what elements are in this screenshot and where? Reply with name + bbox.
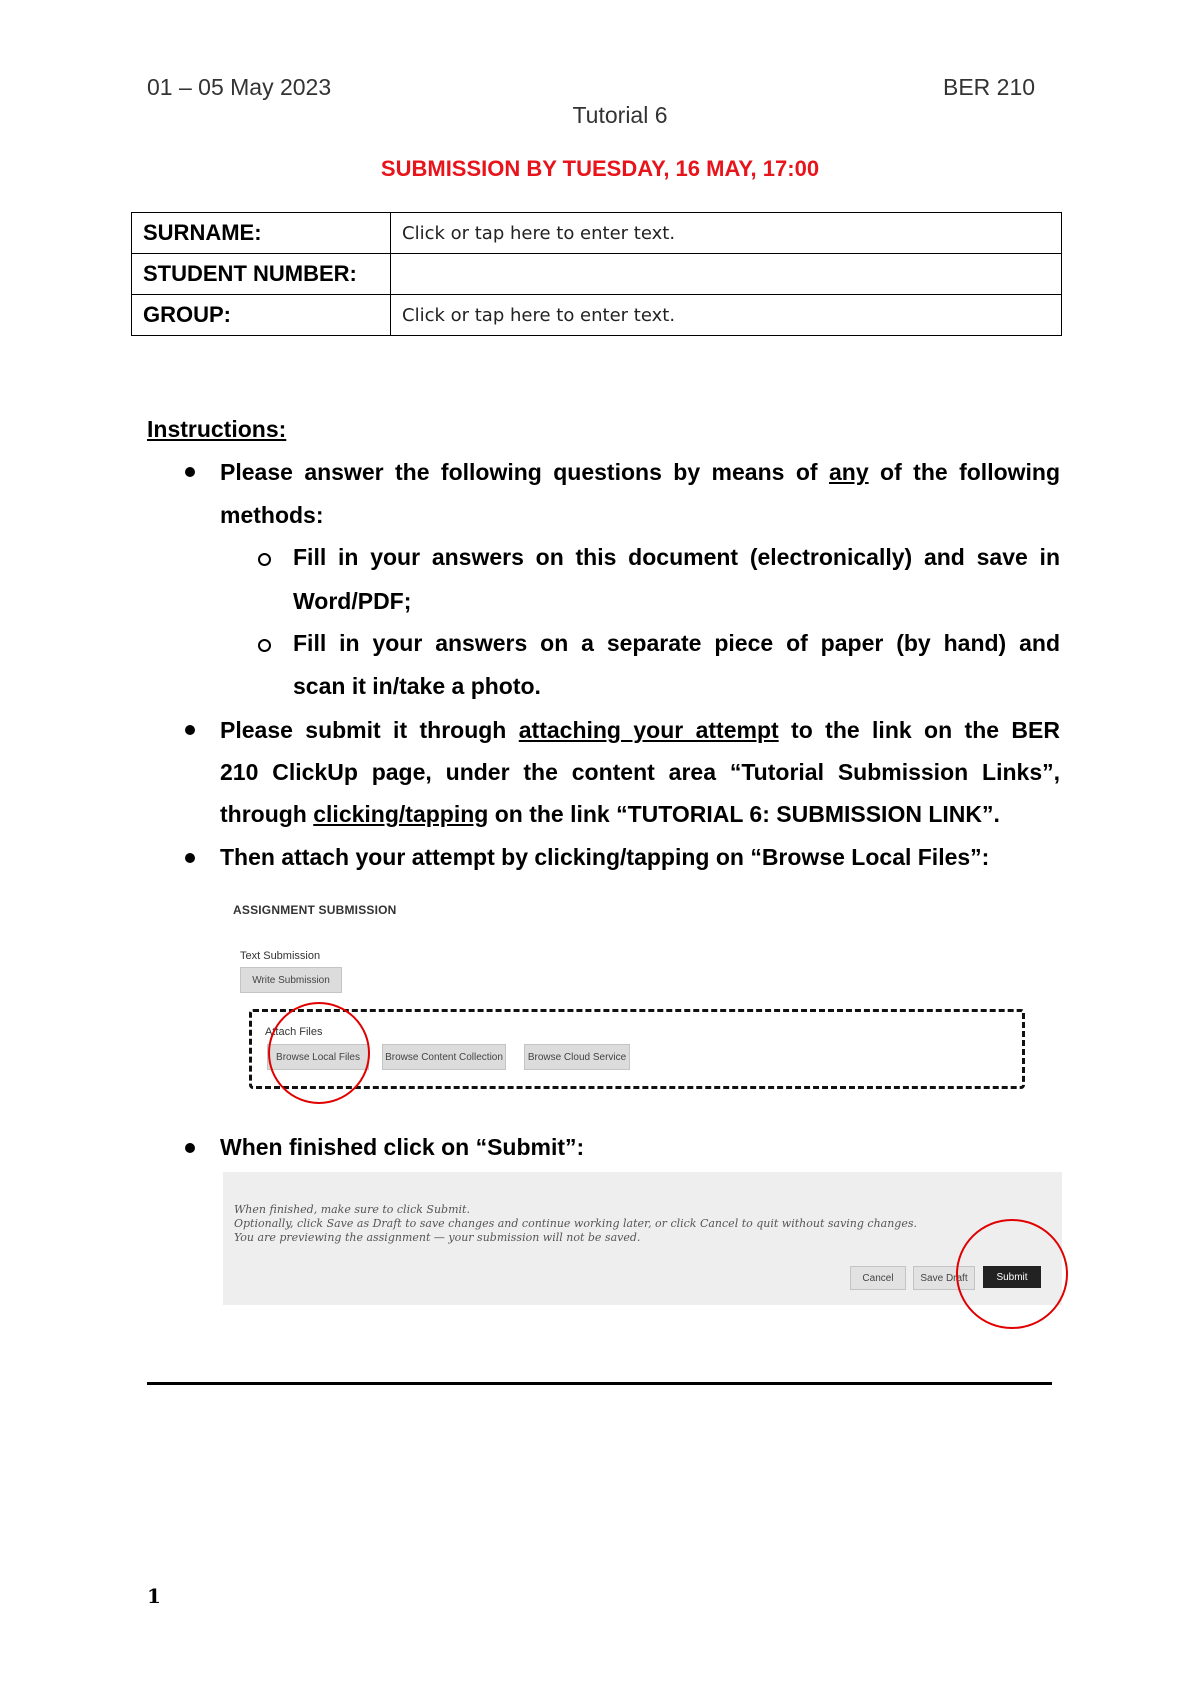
bullet-icon	[185, 1143, 195, 1153]
sub-instruction-1-line-2: Word/PDF;	[293, 588, 412, 614]
bullet-icon	[185, 853, 195, 863]
emphasis-any: any	[828, 459, 869, 485]
assignment-submission-screenshot	[220, 890, 1040, 1120]
submit-panel-screenshot	[223, 1172, 1062, 1305]
header-date: 01 – 05 May 2023	[147, 74, 332, 100]
group-field[interactable]: Click or tap here to enter text.	[391, 295, 1062, 336]
instruction-2-text: Please submit it through	[220, 717, 519, 743]
emphasis-attaching: attaching your attempt	[518, 717, 779, 743]
instruction-1-text-end: of the following	[868, 459, 1061, 485]
assignment-submission-title: ASSIGNMENT SUBMISSION	[233, 903, 397, 917]
instructions-heading: Instructions:	[147, 416, 287, 442]
surname-label: SURNAME:	[132, 213, 391, 254]
submit-instruction-line-2: Optionally, click Save as Draft to save changes and continue working later, or click Cancel to quit without saving changes.	[234, 1217, 918, 1230]
browse-content-collection-button[interactable]: Browse Content Collection	[382, 1044, 506, 1070]
horizontal-rule	[147, 1382, 1052, 1385]
sub-bullet-icon	[258, 639, 271, 652]
student-info-table	[131, 212, 1062, 336]
bullet-icon	[185, 467, 195, 477]
page-number: 1	[147, 1584, 161, 1608]
sub-instruction-2-line-2: scan it in/take a photo.	[293, 673, 541, 699]
instruction-2-line-3-text: through	[220, 801, 314, 827]
sub-bullet-icon	[258, 553, 271, 566]
sub-instruction-2-line-1: Fill in your answers on a separate piece of paper (by hand) and	[293, 630, 1060, 656]
group-label: GROUP:	[132, 295, 391, 336]
document-title: Tutorial 6	[572, 102, 668, 128]
surname-field[interactable]: Click or tap here to enter text.	[391, 213, 1062, 254]
write-submission-button[interactable]: Write Submission	[240, 967, 342, 993]
sub-instruction-1-line-1: Fill in your answers on this document (electronically) and save in	[293, 544, 1060, 570]
header-course-code: BER 210	[943, 74, 1036, 100]
submit-button[interactable]: Submit	[983, 1266, 1041, 1288]
instruction-2-text-end: to the link on the BER	[778, 717, 1060, 743]
browse-local-files-button[interactable]: Browse Local Files	[267, 1044, 369, 1070]
student-number-field[interactable]	[391, 254, 1062, 295]
instruction-1-text: Please answer the following questions by means of	[220, 459, 829, 485]
bullet-icon	[185, 725, 195, 735]
instruction-4: When finished click on “Submit”:	[220, 1134, 585, 1160]
text-submission-label: Text Submission	[240, 950, 321, 962]
instruction-1-line-2: methods:	[220, 502, 324, 528]
submit-instruction-line-3: You are previewing the assignment — your submission will not be saved.	[234, 1231, 641, 1244]
attach-files-label: Attach Files	[265, 1026, 323, 1038]
instruction-2-line-3	[220, 800, 1000, 828]
instruction-1-line-1	[220, 458, 1060, 486]
browse-cloud-service-button[interactable]: Browse Cloud Service	[524, 1044, 630, 1070]
highlight-circle	[956, 1219, 1068, 1329]
save-draft-button[interactable]: Save Draft	[913, 1266, 975, 1290]
instruction-2-line-3-text-end: on the link “TUTORIAL 6: SUBMISSION LINK”.	[488, 801, 1000, 827]
table-row	[132, 254, 1062, 295]
instruction-3: Then attach your attempt by clicking/tapping on “Browse Local Files”:	[220, 844, 990, 870]
instruction-2-line-2: 210 ClickUp page, under the content area “Tutorial Submission Links”,	[220, 759, 1060, 785]
table-row	[132, 295, 1062, 336]
table-row	[132, 213, 1062, 254]
highlight-circle	[268, 1002, 370, 1104]
submission-deadline: SUBMISSION BY TUESDAY, 16 MAY, 17:00	[380, 156, 820, 181]
instruction-2-line-1	[220, 716, 1060, 744]
student-number-label: STUDENT NUMBER:	[132, 254, 391, 295]
cancel-button[interactable]: Cancel	[850, 1266, 906, 1290]
emphasis-clicking-tapping: clicking/tapping	[313, 801, 489, 827]
submit-instruction-line-1: When finished, make sure to click Submit.	[234, 1203, 470, 1216]
